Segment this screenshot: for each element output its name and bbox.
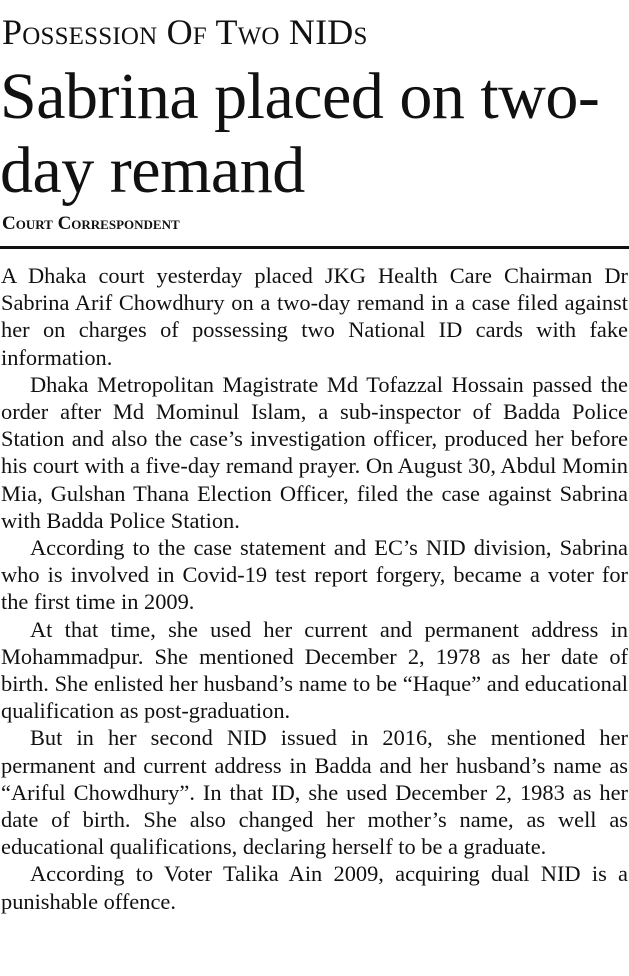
article-headline: Sabrina placed on two-day remand bbox=[0, 60, 600, 207]
article-body bbox=[1, 262, 628, 915]
article-byline: Court Correspondent bbox=[2, 213, 180, 234]
article-paragraph-2: Dhaka Metropolitan Magistrate Md Tofazzal Hossain passed the order after Md Mominul Islam, a sub-inspector of Badda Police Station and also the case’s investigation officer, produced her before his court with a five-day remand prayer. On August 30, Abdul Momin Mia, Gulshan Thana Election Officer, filed the case against Sabrina with Badda Police Station. bbox=[1, 371, 628, 533]
article-paragraph-6: According to Voter Talika Ain 2009, acquiring dual NID is a punishable offence. bbox=[1, 861, 628, 914]
article-paragraph-4: At that time, she used her current and permanent address in Mohammadpur. She mentioned December 2, 1978 as her date of birth. She enlisted her husband’s name to be “Haque” and educational qualification as post-graduation. bbox=[1, 616, 628, 724]
article-paragraph-5: But in her second NID issued in 2016, she mentioned her permanent and current address in Badda and her husband’s name as “Ariful Chowdhury”. In that ID, she used December 2, 1983 as her date of birth. She also changed her mother’s name, as well as educational qualifications, declaring herself to be a graduate. bbox=[1, 725, 628, 860]
article-paragraph-3: According to the case statement and EC’s NID division, Sabrina who is involved in Covid-19 test report forgery, became a voter for the first time in 2009. bbox=[1, 535, 628, 615]
byline-divider bbox=[0, 246, 629, 249]
article-paragraph-1: A Dhaka court yesterday placed JKG Health Care Chairman Dr Sabrina Arif Chowdhury on a two-day remand in a case filed against her on charges of possessing two National ID cards with fake information. bbox=[1, 263, 628, 370]
article-kicker: Possession Of Two NIDs bbox=[2, 12, 368, 52]
